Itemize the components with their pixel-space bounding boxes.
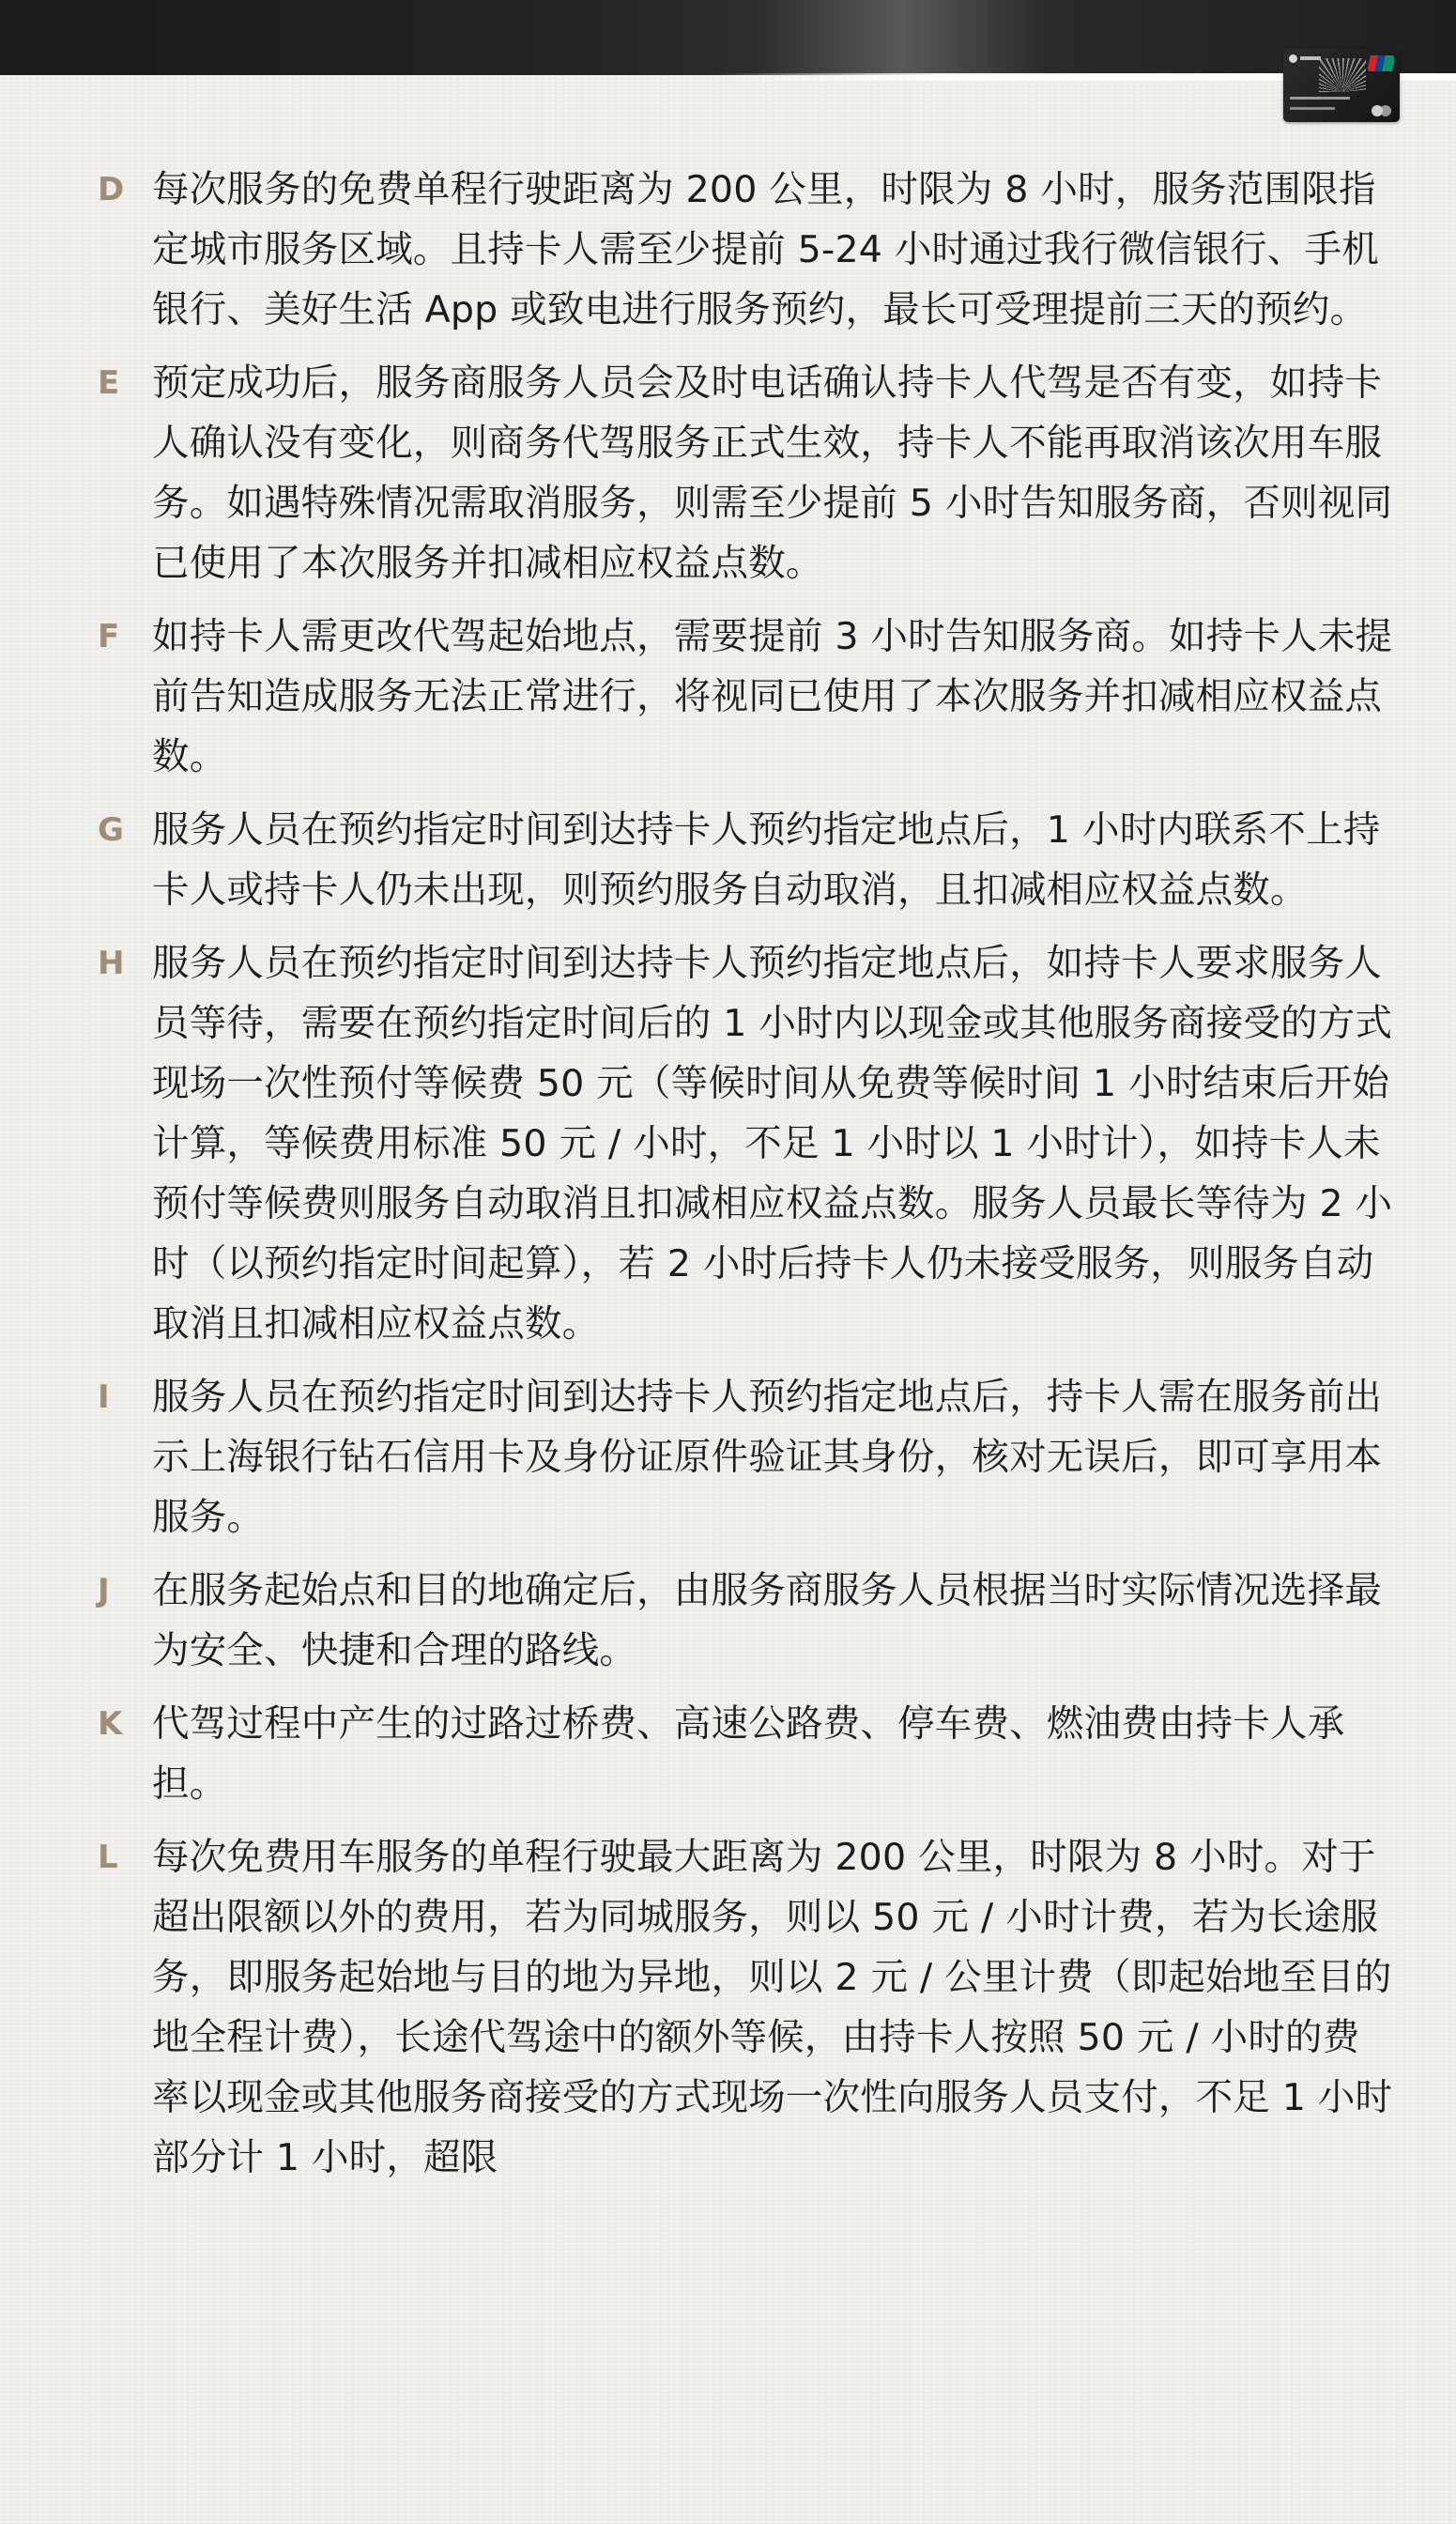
- terms-item-f: [98, 607, 1393, 787]
- item-text: 预定成功后，服务商服务人员会及时电话确认持卡人代驾是否有变，如持卡人确认没有变化，则商务代驾服务正式生效，持卡人不能再取消该次用车服务。如遇特殊情况需取消服务，则需至少提前 5 小时告知服务商，否则视同已使用了本次服务并扣减相应权益点数。: [152, 362, 1393, 585]
- item-text: 服务人员在预约指定时间到达持卡人预约指定地点后，如持卡人要求服务人员等待，需要在预约指定时间后的 1 小时内以现金或其他服务商接受的方式现场一次性预付等候费 50 元（等候时间从免费等候时间 1 小时结束后开始计算，等候费用标准 50 元 / 小时，不足 1 小时以 1 小时计），如持卡人未预付等候费则服务自动取消且扣减相应权益点数。服务人员最长等待为 2 小时（以预约指定时间起算），若 2 小时后持卡人仍未接受服务，则服务自动取消且扣减相应权益点数。: [152, 942, 1393, 1346]
- card-name-strip: [1290, 107, 1335, 110]
- item-letter: F: [98, 618, 120, 655]
- terms-item-h: [98, 933, 1393, 1354]
- item-text: 服务人员在预约指定时间到达持卡人预约指定地点后，持卡人需在服务前出示上海银行钻石信用卡及身份证原件验证其身份，核对无误后，即可享用本服务。: [152, 1376, 1383, 1539]
- item-letter: H: [98, 945, 125, 982]
- item-letter: I: [98, 1378, 110, 1416]
- item-text: 服务人员在预约指定时间到达持卡人预约指定地点后，1 小时内联系不上持卡人或持卡人仍未出现，则预约服务自动取消，且扣减相应权益点数。: [152, 808, 1381, 912]
- terms-list: [98, 160, 1393, 2201]
- terms-item-j: [98, 1561, 1393, 1681]
- item-letter: E: [98, 364, 120, 402]
- terms-item-g: [98, 800, 1393, 920]
- item-letter: K: [98, 1705, 123, 1743]
- item-letter: G: [98, 811, 125, 849]
- terms-item-e: [98, 353, 1393, 593]
- item-text: 每次免费用车服务的单程行驶最大距离为 200 公里，时限为 8 小时。对于超出限额以外的费用，若为同城服务，则以 50 元 / 小时计费，若为长途服务，即服务起始地与目的地为异地，则以 2 元 / 公里计费（即起始地至目的地全程计费），长途代驾途中的额外等候，由持卡人按照 50 元 / 小时的费率以现金或其他服务商接受的方式现场一次性向服务人员支付，不足 1 小时部分计 1 小时，超限: [152, 1836, 1393, 2179]
- item-text: 每次服务的免费单程行驶距离为 200 公里，时限为 8 小时，服务范围限指定城市服务区域。且持卡人需至少提前 5-24 小时通过我行微信银行、手机银行、美好生活 App 或致电进行服务预约，最长可受理提前三天的预约。: [152, 168, 1379, 331]
- terms-item-d: [98, 160, 1393, 340]
- card-number-strip: [1290, 97, 1350, 100]
- bank-logo-wordmark: [1300, 56, 1321, 60]
- credit-card-image: [1283, 49, 1400, 122]
- header-band: [0, 0, 1456, 75]
- unionpay-logo-icon: [1368, 55, 1394, 71]
- mastercard-logo-icon: [1372, 105, 1392, 116]
- item-text: 在服务起始点和目的地确定后，由服务商服务人员根据当时实际情况选择最为安全、快捷和合理的路线。: [152, 1569, 1383, 1672]
- terms-item-k: [98, 1694, 1393, 1814]
- terms-item-i: [98, 1367, 1393, 1547]
- item-letter: J: [98, 1572, 110, 1609]
- item-letter: D: [98, 171, 125, 208]
- item-text: 代驾过程中产生的过路过桥费、高速公路费、停车费、燃油费由持卡人承担。: [152, 1702, 1345, 1806]
- terms-item-l: [98, 1827, 1393, 2188]
- bank-logo-icon: [1289, 54, 1297, 63]
- item-text: 如持卡人需更改代驾起始地点，需要提前 3 小时告知服务商。如持卡人未提前告知造成服务无法正常进行，将视同已使用了本次服务并扣减相应权益点数。: [152, 615, 1393, 778]
- item-letter: L: [98, 1839, 118, 1876]
- card-fan-pattern: [1319, 58, 1366, 92]
